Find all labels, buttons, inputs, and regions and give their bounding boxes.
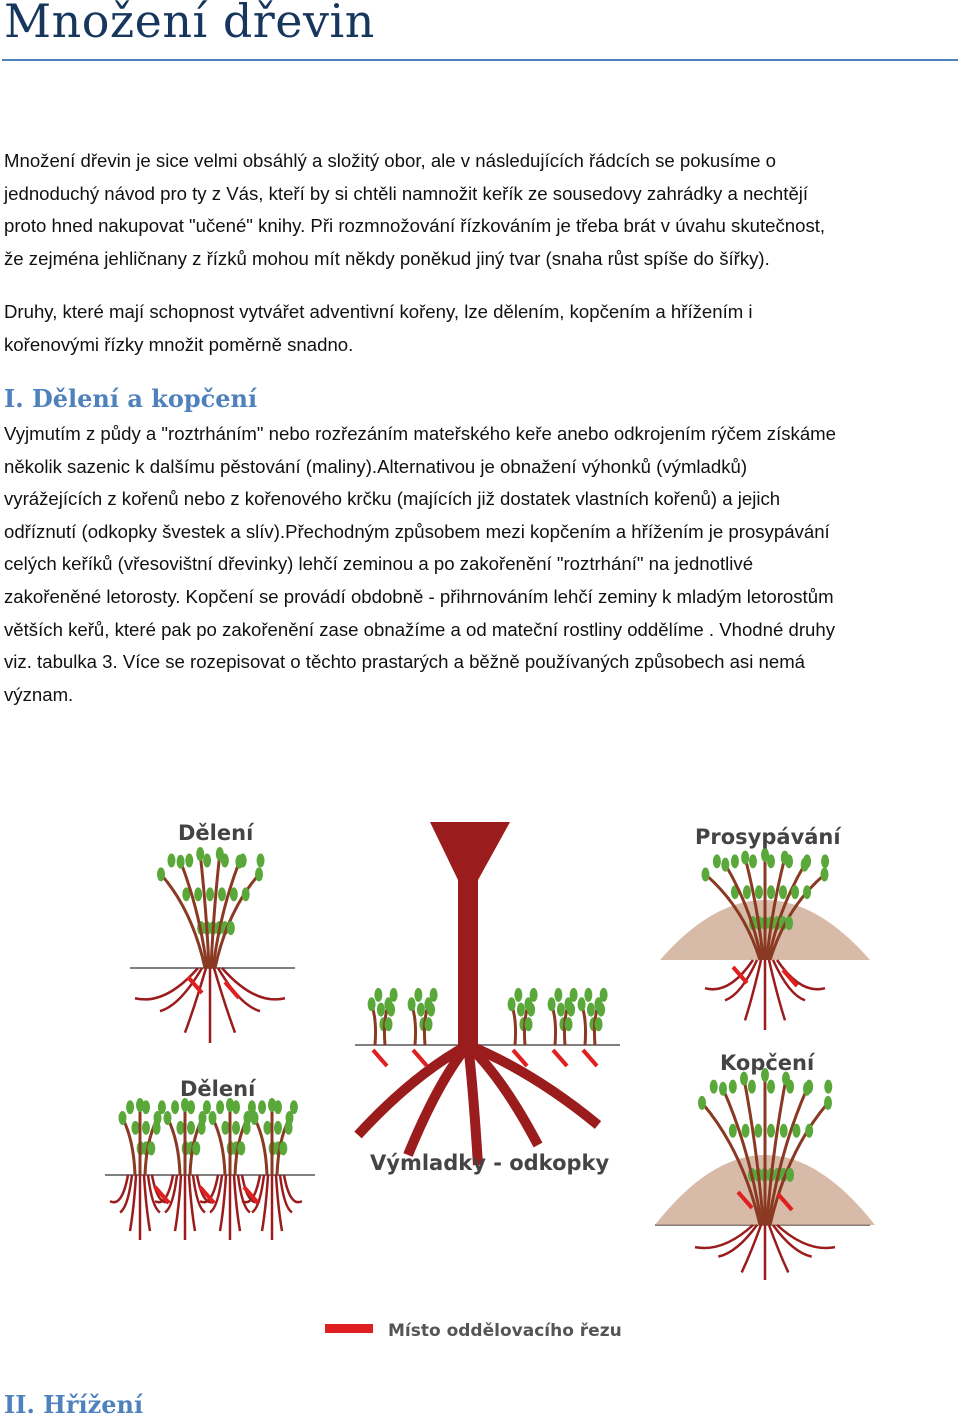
shrub-deleni-bottom-0-leaf (147, 1141, 155, 1155)
shrub-deleni-top-leaf (206, 887, 214, 901)
shrub-deleni-top-leaf (216, 847, 224, 861)
shrub-deleni-bottom-1-leaf (171, 1100, 179, 1114)
page-title: Množení dřevin (4, 0, 375, 48)
tree-root-4 (468, 1045, 478, 1165)
shrub-deleni-top-leaf (257, 854, 265, 868)
shrub-deleni-top-leaf (185, 854, 193, 868)
shrub-deleni-bottom-0-leaf (136, 1098, 144, 1112)
shrub-prosypavani-leaf (803, 885, 811, 899)
shrub-deleni-bottom-2-leaf (244, 1111, 252, 1125)
deleni-top-root (222, 968, 285, 999)
sucker-1-leaf (425, 1017, 433, 1031)
shrub-deleni-bottom-3-leaf (279, 1141, 287, 1155)
shrub-kopceni-leaf (767, 1080, 775, 1094)
legend-cut-marker (325, 1324, 373, 1333)
shrub-kopceni-leaf (710, 1080, 718, 1094)
shrub-deleni-top-leaf (235, 855, 243, 869)
shrub-prosypavani-leaf (713, 854, 721, 868)
shrub-deleni-bottom-3-leaf (258, 1100, 266, 1114)
shrub-kopceni-leaf (792, 1124, 800, 1138)
sucker-4-leaf (584, 988, 592, 1002)
prosypavani-root (777, 960, 825, 989)
sucker-1-leaf (417, 1003, 425, 1017)
shrub-prosypavani-leaf (749, 854, 757, 868)
shrub-deleni-bottom-2-leaf (216, 1100, 224, 1114)
sucker-4-leaf (595, 1017, 603, 1031)
shrub-prosypavani-leaf (755, 885, 763, 899)
cut-mark (553, 1050, 567, 1066)
sucker-4-leaf (594, 997, 602, 1011)
label-deleni-bottom: Dělení (180, 1077, 256, 1101)
tree-root-3 (468, 1045, 598, 1125)
shrub-prosypavani-leaf (743, 885, 751, 899)
sucker-0-leaf (384, 997, 392, 1011)
sucker-1-leaf (408, 997, 416, 1011)
shrub-prosypavani-leaf (741, 851, 749, 865)
shrub-prosypavani-leaf (779, 885, 787, 899)
shrub-deleni-bottom-3-leaf (251, 1111, 259, 1125)
deleni-bottom-0-root (110, 1175, 128, 1202)
sucker-2-leaf (524, 997, 532, 1011)
sucker-3-leaf (557, 1003, 565, 1017)
shrub-deleni-top-leaf (196, 847, 204, 861)
shrub-deleni-bottom-0-leaf (126, 1100, 134, 1114)
shrub-deleni-bottom-3-leaf (274, 1121, 282, 1135)
shrub-deleni-top-leaf (157, 867, 165, 881)
shrub-kopceni-leaf (748, 1080, 756, 1094)
section-heading-hrizeni: II. Hřížení (4, 1390, 144, 1419)
shrub-deleni-bottom-0-leaf (131, 1121, 139, 1135)
shrub-kopceni-leaf (824, 1080, 832, 1094)
shrub-deleni-bottom-0-leaf (154, 1111, 162, 1125)
kopceni-root (695, 1225, 753, 1248)
shrub-kopceni-leaf (805, 1124, 813, 1138)
shrub-prosypavani-leaf (781, 851, 789, 865)
sucker-2-leaf (517, 1003, 525, 1017)
shrub-prosypavani-leaf (785, 916, 793, 930)
shrub-deleni-bottom-3-leaf (286, 1111, 294, 1125)
shrub-deleni-bottom-2-leaf (209, 1111, 217, 1125)
prosypavani-root (705, 960, 753, 989)
sucker-0-leaf (374, 988, 382, 1002)
shrub-deleni-bottom-2-leaf (237, 1141, 245, 1155)
adventive-roots-paragraph: Druhy, které mají schopnost vytvářet adventivní kořeny, lze dělením, kopčením a hřížením i kořenovými řízky množit poměrně snadno. (4, 301, 753, 355)
shrub-deleni-top-leaf (167, 854, 175, 868)
shrub-deleni-bottom-1-leaf (199, 1111, 207, 1125)
cut-mark (413, 1050, 427, 1066)
shrub-deleni-top-leaf (227, 921, 235, 935)
shrub-prosypavani-leaf (767, 885, 775, 899)
shrub-prosypavani-leaf (801, 858, 809, 872)
shrub-deleni-top-leaf (203, 854, 211, 868)
shrub-deleni-top-leaf (194, 887, 202, 901)
label-kopceni: Kopčení (720, 1051, 815, 1075)
sucker-2-leaf (514, 988, 522, 1002)
shrub-deleni-bottom-0-leaf (119, 1111, 127, 1125)
propagation-methods-illustration (0, 800, 960, 1360)
shrub-kopceni-leaf (786, 1168, 794, 1182)
shrub-prosypavani-leaf (721, 858, 729, 872)
shrub-prosypavani-leaf (702, 868, 710, 882)
shrub-kopceni-leaf (719, 1082, 727, 1096)
intro-paragraph: Množení dřevin je sice velmi obsáhlý a složitý obor, ale v následujících řádcích se pokusíme o jednoduchý návod pro ty z Vás, kteří by si chtěli namnožit keřík ze sousedovy zahrádky a nechtějí proto hned nakupovat "učené" knihy. Při rozmnožování řízkováním je třeba brát v úvahu skutečnost, že zejména jehličnany z řízků mohou mít někdy poněkud jiný tvar (snaha růst spíše do šířky). (4, 150, 826, 269)
tree-root-0 (358, 1045, 468, 1135)
shrub-kopceni-leaf (698, 1096, 706, 1110)
shrub-kopceni-leaf (824, 1096, 832, 1110)
shrub-deleni-bottom-1-leaf (164, 1111, 172, 1125)
shrub-prosypavani-leaf (821, 854, 829, 868)
deleni-top-root (135, 968, 198, 999)
shrub-deleni-bottom-0-leaf (142, 1121, 150, 1135)
legend-label: Místo oddělovacího řezu (388, 1321, 622, 1341)
shrub-prosypavani-leaf (791, 885, 799, 899)
shrub-deleni-bottom-3-leaf (268, 1098, 276, 1112)
shrub-kopceni-leaf (754, 1124, 762, 1138)
shrub-kopceni-leaf (780, 1124, 788, 1138)
label-deleni-top: Dělení (178, 821, 254, 845)
shrub-prosypavani-leaf (731, 854, 739, 868)
sucker-2-leaf (508, 997, 516, 1011)
shrub-kopceni-leaf (742, 1124, 750, 1138)
deleni-bottom-3-root (284, 1175, 302, 1202)
sucker-1-leaf (424, 997, 432, 1011)
shrub-deleni-bottom-3-leaf (263, 1121, 271, 1135)
sucker-0-leaf (377, 1003, 385, 1017)
kopceni-root (777, 1225, 835, 1248)
sucker-3-leaf (564, 997, 572, 1011)
cut-mark (583, 1050, 597, 1066)
sucker-3-leaf (554, 988, 562, 1002)
sucker-1-leaf (414, 988, 422, 1002)
shrub-deleni-bottom-1-leaf (176, 1121, 184, 1135)
sucker-3-leaf (548, 997, 556, 1011)
sucker-4-leaf (587, 1003, 595, 1017)
sucker-4-leaf (578, 997, 586, 1011)
tree-trunk (430, 822, 510, 1045)
shrub-deleni-bottom-2-leaf (221, 1121, 229, 1135)
shrub-deleni-bottom-2-leaf (232, 1121, 240, 1135)
section-deleni-kopceni-body: Vyjmutím z půdy a "roztrháním" nebo rozřezáním mateřského keře anebo odkrojením rýčem získáme několik sazenic k dalšímu pěstování (maliny).Alternativou je obnažení výhonků (výmladků) vyrážejících z kořenů nebo z kořenového krčku (majících již dostatek vlastních kořenů) a jejich odříznutí (odkopky švestek a slív).Přechodným způsobem mezi kopčením a hřížením je prosypávání celých keříků (vřesovištní dřevinky) lehčí zeminou a po zakořenění "roztrhání" na jednotlivé zakořeněné letorosty. Kopčení se provádí obdobně - přihrnováním lehčí zeminy k mladým letorostům větších keřů, které pak po zakořenění zase obnažíme a od mateční rostliny oddělíme . Vhodné druhy viz. tabulka 3. Více se rozepisovat o těchto prastarých a běžně používaných způsobech asi nemá význam. (4, 423, 837, 705)
sucker-0-leaf (368, 997, 376, 1011)
section-heading-deleni-kopceni: I. Dělení a kopčení (4, 384, 258, 413)
shrub-kopceni-leaf (729, 1124, 737, 1138)
shrub-deleni-top-leaf (255, 867, 263, 881)
shrub-deleni-bottom-1-leaf (192, 1141, 200, 1155)
label-prosypavani: Prosypávání (695, 825, 841, 849)
shrub-deleni-top-leaf (242, 887, 250, 901)
shrub-prosypavani-leaf (761, 848, 769, 862)
title-underline (2, 59, 958, 61)
shrub-kopceni-leaf (767, 1124, 775, 1138)
shrub-deleni-top-leaf (230, 887, 238, 901)
cut-mark (373, 1050, 387, 1066)
shrub-deleni-top-leaf (218, 887, 226, 901)
label-vymladky-odkopky: Výmladky - odkopky (370, 1151, 610, 1175)
shrub-deleni-bottom-1-leaf (187, 1121, 195, 1135)
shrub-prosypavani-leaf (821, 868, 829, 882)
shrub-deleni-top-leaf (177, 855, 185, 869)
sucker-3-leaf (565, 1017, 573, 1031)
sucker-2-leaf (525, 1017, 533, 1031)
sucker-0-leaf (385, 1017, 393, 1031)
shrub-kopceni-leaf (803, 1082, 811, 1096)
shrub-kopceni-leaf (729, 1080, 737, 1094)
